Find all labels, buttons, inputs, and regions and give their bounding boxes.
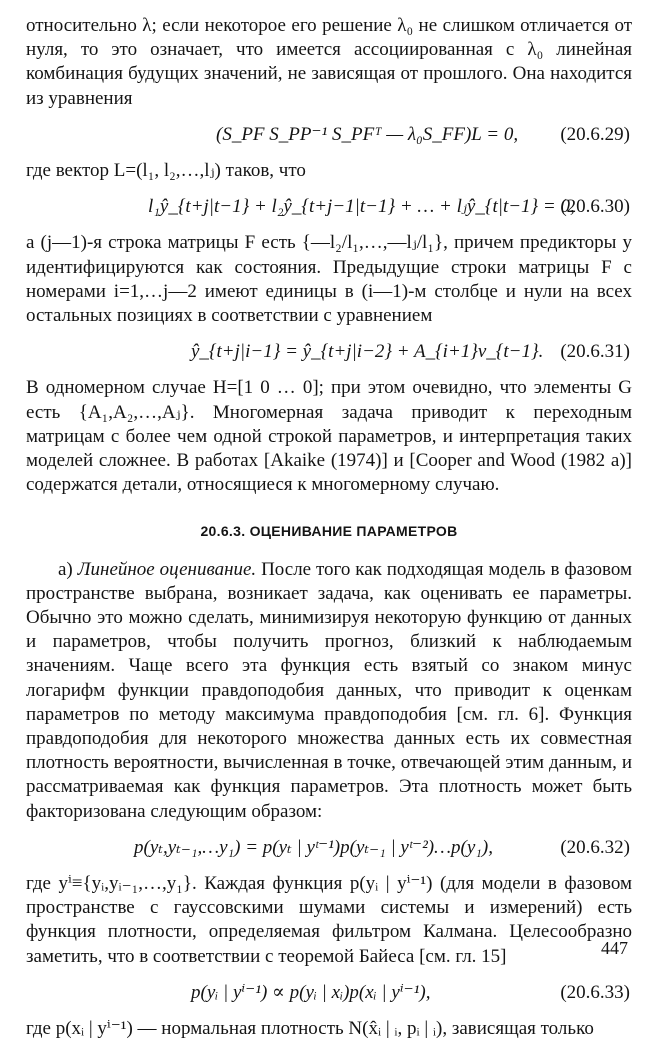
equation-20-6-33 xyxy=(26,981,632,1005)
equation-formula: (S_PF S_PP⁻¹ S_PFᵀ — λ₀S_FF)L = 0, xyxy=(216,123,519,145)
equation-20-6-30 xyxy=(26,195,632,219)
page xyxy=(26,14,632,1041)
equation-formula: p(yᵢ | yⁱ⁻¹) ∝ p(yᵢ | xᵢ)p(xᵢ | yⁱ⁻¹), xyxy=(191,981,431,1003)
page-number: 447 xyxy=(601,937,628,958)
italic-term: Линейное оценивание. xyxy=(77,558,257,580)
paragraph-linear-estimation xyxy=(26,558,632,824)
paragraph-vector-l: где вектор L=(l₁, l₂,…,lⱼ) таков, что xyxy=(26,160,306,181)
equation-formula: ŷ_{t+j|i−1} = ŷ_{t+j|i−2} + A_{i+1}v_{t−1}. xyxy=(191,341,544,363)
equation-number: (20.6.33) xyxy=(560,981,630,1003)
paragraph-kalman: где yⁱ≡{yᵢ,yᵢ₋₁,…,y₁}. Каждая функция p(yᵢ | yⁱ⁻¹) (для модели в фазовом пространстве с гауссовскими шумами системы и измерений) есть функция плотности, определяемая фильтром Калмана. Целесообразно заметить, что в соответствии с теоремой Байеса [см. гл. 15] xyxy=(26,873,632,967)
equation-formula: l₁ŷ_{t+j|t−1} + l₂ŷ_{t+j−1|t−1} + … + lⱼŷ_{t|t−1} = 0, xyxy=(148,196,575,218)
paragraph-normal-density: где p(xᵢ | yⁱ⁻¹) — нормальная плотность N(x̂ᵢ | ᵢ, pᵢ | ᵢ), зависящая только xyxy=(26,1018,594,1040)
item-label: а) xyxy=(58,558,78,580)
paragraph-matrix-f: а (j—1)-я строка матрицы F есть {—l₂/l₁,…,—lⱼ/l₁}, причем предикторы y идентифицируются как состояния. Предыдущие строки матрицы F с номерами i=1,…j—2 имеют единицы в (i—1)-м столбце и нули на всех остальных позициях в соответствии с уравнением xyxy=(26,232,632,326)
section-heading: 20.6.3. ОЦЕНИВАНИЕ ПАРАМЕТРОВ xyxy=(200,523,458,540)
equation-number: (20.6.29) xyxy=(560,123,630,145)
equation-number: (20.6.30) xyxy=(560,196,630,218)
equation-20-6-31 xyxy=(26,340,632,364)
equation-formula: p(yₜ,yₜ₋₁,…y₁) = p(yₜ | yᵗ⁻¹)p(yₜ₋₁ | yᵗ⁻²)…p(y₁), xyxy=(134,836,493,858)
paragraph-one-dimensional: В одномерном случае H=[1 0 … 0]; при этом очевидно, что элементы G есть {A₁,A₂,…,Aⱼ}. Многомерная задача приводит к переходным матрицам с более чем одной строкой параметров, и интерпретация таких моделей сложнее. В работах [Akaike (1974)] и [Cooper and Wood (1982 a)] содержатся детали, относящиеся к многомерному случаю. xyxy=(26,377,632,496)
equation-20-6-32 xyxy=(26,836,632,860)
equation-number: (20.6.31) xyxy=(560,341,630,363)
equation-number: (20.6.32) xyxy=(560,836,630,858)
equation-20-6-29 xyxy=(26,123,632,147)
paragraph-text: После того как подходящая модель в фазовом пространстве выбрана, возникает задача, как оценивать ее параметры. Обычно это можно сделать, минимизируя некоторую функцию от данных и параметров, чтобы получить прогноз, близкий к наблюдаемым значениям. Чаще всего эта функция есть взятый со знаком минус логарифм функции правдоподобия данных, что приводит к оценкам параметров по методу максимума правдоподобия [см. гл. 6]. Функция правдоподобия для некоторого множества данных есть их совместная плотность вероятности, вычисленная в точке, отвечающей этим данным, и рассматриваемая как функция параметров. Эта плотность может быть факторизована следующим образом: xyxy=(26,558,632,822)
paragraph-continuation: относительно λ; если некоторое его решение λ₀ не слишком отличается от нуля, то это означает, что имеется ассоциированная с λ₀ линейная комбинация будущих значений, не зависящая от прошлого. Она находится из уравнения xyxy=(26,15,632,109)
